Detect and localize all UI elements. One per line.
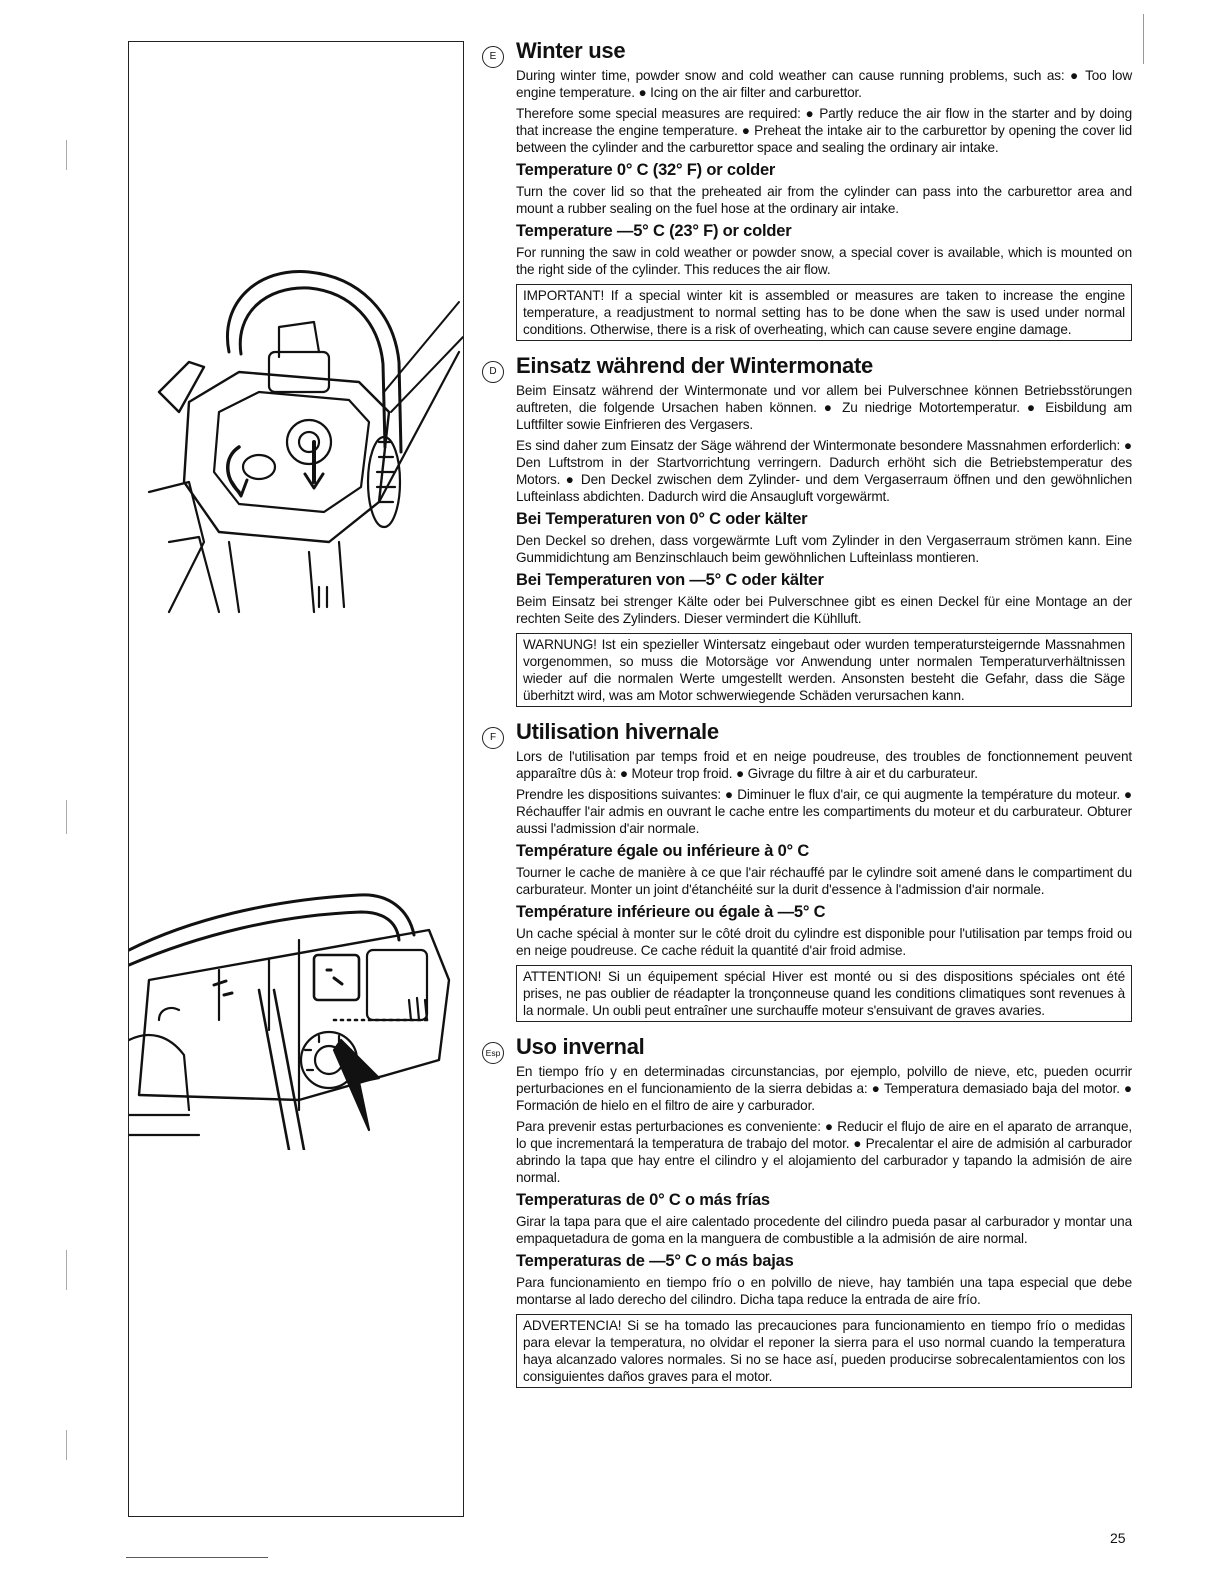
section-title: Uso invernal — [516, 1034, 645, 1059]
section-english — [482, 38, 1132, 341]
subsection-title: Temperaturas de —5° C o más bajas — [516, 1252, 794, 1270]
subsection-text: Tourner le cache de manière à ce que l'air réchauffé par le cylindre soit amené dans le compartiment du carburateur. Monter un joint d'étanchéité sur la durit d'essence à l'admission d'air normale. — [516, 865, 1132, 897]
page-number: 25 — [1110, 1530, 1126, 1546]
subsection-text: Turn the cover lid so that the preheated air from the cylinder can pass into the carburettor area and mount a rubber sealing on the fuel hose at the ordinary air intake. — [516, 184, 1132, 216]
margin-mark — [66, 1430, 67, 1460]
intro-paragraph: Beim Einsatz während der Wintermonate und vor allem bei Pulverschnee können Betriebsstörungen auftreten, die folgende Ursachen haben können. ● Zu niedrige Motortemperatur. ● Eisbildung am Luftfilter sowie Einfrieren des Vergasers. — [516, 383, 1132, 432]
subsection-text: Den Deckel so drehen, dass vorgewärmte Luft vom Zylinder in den Vergaserraum strömen kann. Eine Gummidichtung am Benzinschlauch beim gewöhnlichen Lufteinlass montieren. — [516, 533, 1132, 565]
language-badge: D — [482, 361, 504, 383]
section-title: Einsatz während der Wintermonate — [516, 353, 873, 378]
subsection-title: Température inférieure ou égale à —5° C — [516, 903, 826, 921]
section-french — [482, 719, 1132, 1022]
subsection-text: Para funcionamiento en tiempo frío o en polvillo de nieve, hay también una tapa especial que debe montarse al lado derecho del cilindro. Dicha tapa reduce la entrada de aire frío. — [516, 1275, 1132, 1307]
section-german — [482, 353, 1132, 707]
warning-box — [516, 284, 1132, 341]
warning-text: WARNUNG! Ist ein spezieller Wintersatz eingebaut oder wurden temperatursteigernde Massnahmen vorgenommen, so muss die Motorsäge vor Anwendung unter normalen Temperaturverhältnissen wieder auf die normalen Werte umgestellt werden. Ansonsten besteht die Gefahr, dass die Säge überhitzt wird, was am Motor schwerwiegende Schäden verursachen kann. — [523, 637, 1125, 703]
subsection-text: Girar la tapa para que el aire calentado procedente del cilindro pueda pasar al carburador y montar una empaquetadura de goma en la manguera de combustible a la admisión de aire normal. — [516, 1214, 1132, 1246]
chainsaw-side-illustration — [129, 860, 463, 1150]
section-title: Winter use — [516, 38, 626, 63]
warning-text: IMPORTANT! If a special winter kit is assembled or measures are taken to increase the engine temperature, a readjustment to normal setting has to be done when the saw is used under normal conditions. Otherwise, there is a risk of overheating, which can cause severe engine damage. — [523, 288, 1125, 337]
intro-paragraph: En tiempo frío y en determinadas circunstancias, por ejemplo, polvillo de nieve, etc, pueden ocurrir perturbaciones en el funcionamiento de la sierra debidas a: ● Temperatura demasiado baja del motor. ● Formación de hielo en el filtro de aire y carburador. — [516, 1064, 1132, 1113]
section-spanish — [482, 1034, 1132, 1388]
subsection-title: Température égale ou inférieure à 0° C — [516, 842, 810, 860]
subsection-text: For running the saw in cold weather or powder snow, a special cover is available, which is mounted on the right side of the cylinder. This reduces the air flow. — [516, 245, 1132, 277]
margin-mark — [66, 140, 67, 170]
warning-box — [516, 633, 1132, 707]
subsection-title: Bei Temperaturen von 0° C oder kälter — [516, 510, 808, 528]
intro-paragraph: Lors de l'utilisation par temps froid et en neige poudreuse, des troubles de fonctionnement peuvent apparaître dûs à: ● Moteur trop froid. ● Givrage du filtre à air et du carburateur. — [516, 749, 1132, 781]
illustration-panel — [128, 41, 464, 1517]
subsection-text: Un cache spécial à monter sur le côté droit du cylindre est disponible pour l'utilisation par temps froid ou en neige poudreuse. Ce cache réduit la quantité d'air froid admise. — [516, 926, 1132, 958]
warning-box — [516, 965, 1132, 1022]
margin-mark — [1143, 14, 1144, 64]
subsection-text: Beim Einsatz bei strenger Kälte oder bei Pulverschnee gibt es einen Deckel für eine Montage an der rechten Seite des Zylinders. Dieser vermindert die Kühlluft. — [516, 594, 1132, 626]
warning-text: ATTENTION! Si un équipement spécial Hiver est monté ou si des dispositions spéciales ont été prises, ne pas oublier de réadapter la tronçonneuse quand les conditions climatiques sont revenues à la normale. Un oubli peut entraîner une surchauffe moteur s'ensuivant de graves avaries. — [523, 969, 1125, 1018]
section-title: Utilisation hivernale — [516, 719, 719, 744]
warning-box — [516, 1314, 1132, 1388]
warning-text: ADVERTENCIA! Si se ha tomado las precauciones para funcionamiento en tiempo frío o medidas para elevar la temperatura, no olvidar el reponer la sierra para el uso normal cuando la temperatura haya alcanzado valores normales. Si no se hace así, pueden producirse sobrecalentamientos con los consiguientes daños graves para el motor. — [523, 1318, 1125, 1384]
subsection-title: Temperaturas de 0° C o más frías — [516, 1191, 770, 1209]
measures-paragraph: Es sind daher zum Einsatz der Säge während der Wintermonate besondere Massnahmen erforderlich: ● Den Luftstrom in der Startvorrichtung verringern. Dadurch erhöht sich die Betriebstemperatur des Motors. ● Den Deckel zwischen dem Zylinder- und dem Vergaserraum öffnen und den gewöhnlichen Lufteinlass abdichten. Dadurch wird die Ansaugluft vorgewärmt. — [516, 438, 1132, 504]
language-badge: E — [482, 46, 504, 68]
language-badge: F — [482, 727, 504, 749]
subsection-title: Temperature 0° C (32° F) or colder — [516, 161, 776, 179]
subsection-title: Bei Temperaturen von —5° C oder kälter — [516, 571, 824, 589]
instructions-column — [482, 38, 1132, 1400]
margin-mark — [66, 800, 67, 834]
margin-mark — [66, 1250, 67, 1290]
subsection-title: Temperature —5° C (23° F) or colder — [516, 222, 792, 240]
measures-paragraph: Para prevenir estas perturbaciones es conveniente: ● Reducir el flujo de aire en el aparato de arranque, lo que incrementará la temperatura de trabajo del motor. ● Precalentar el aire de admisión al carburador abrindo la tapa que hay entre el cilindro y el alojamiento del carburador y tapando la admisión de aire normal. — [516, 1119, 1132, 1185]
measures-paragraph: Prendre les dispositions suivantes: ● Diminuer le flux d'air, ce qui augmente la température du moteur. ● Réchauffer l'air admis en ouvrant le cache entre les compartiments du moteur et du carburateur. Obturer aussi l'admission d'air normale. — [516, 787, 1132, 836]
intro-paragraph: During winter time, powder snow and cold weather can cause running problems, such as: ● Too low engine temperature. ● Icing on the air filter and carburettor. — [516, 68, 1132, 100]
language-badge: Esp — [482, 1042, 504, 1064]
chainsaw-cover-illustration — [129, 242, 463, 622]
measures-paragraph: Therefore some special measures are required: ● Partly reduce the air flow in the starter and by doing that increase the engine temperature. ● Preheat the intake air to the carburettor by opening the cover lid between the cylinder and the carburettor space and sealing the ordinary air intake. — [516, 106, 1132, 155]
footer-rule — [126, 1557, 268, 1558]
